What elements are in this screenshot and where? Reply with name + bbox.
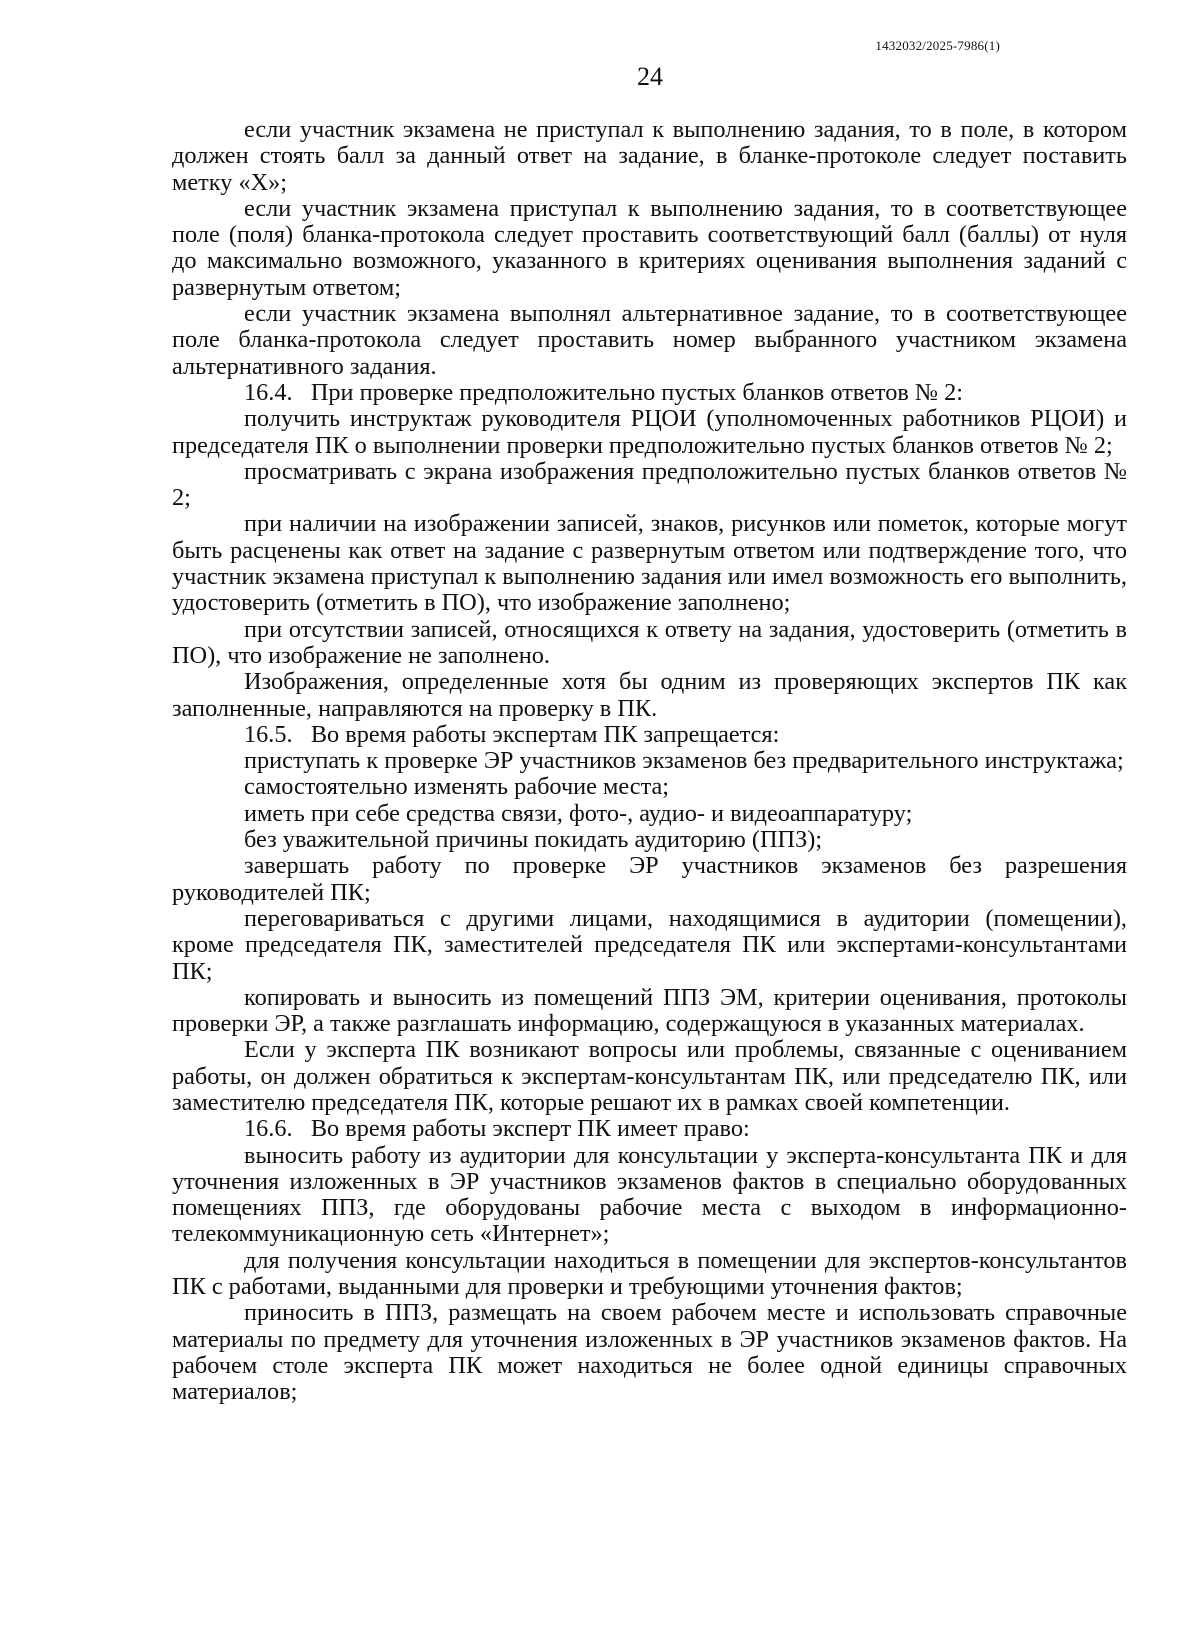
paragraph-mark-x: если участник экзамена не приступал к выполнению задания, то в поле, в котором должен стоять балл за данный ответ на задание, в бланке-протоколе следует поставить метку «X»;: [172, 116, 1127, 196]
paragraph-talking: переговариваться с другими лицами, находящимися в аудитории (помещении), кроме председателя ПК, заместителей председателя ПК или экспертами-консультантами ПК;: [172, 904, 1127, 985]
paragraph-workplaces: самостоятельно изменять рабочие места;: [244, 773, 670, 801]
paragraph-reference-materials: приносить в ППЗ, размещать на своем рабочем месте и использовать справочные материалы по предмету для уточнения изложенных в ЭР участников экзаменов фактов. На рабочем столе эксперта ПК может находиться не более одной единицы справочных материалов;: [172, 1299, 1127, 1406]
paragraph-set-score: если участник экзамена приступал к выполнению задания, то в соответствующее поле (поля) бланка-протокола следует проставить соответствующий балл (баллы) от нуля до максимально возможного, указанного в критериях оценивания выполнения заданий с развернутым ответом;: [172, 194, 1127, 301]
paragraph-briefing: получить инструктаж руководителя РЦОИ (уполномоченных работников РЦОИ) и председателя ПК о выполнении проверки предположительно пустых бланков ответов № 2;: [172, 405, 1127, 459]
paragraph-consultation: выносить работу из аудитории для консультации у эксперта-консультанта ПК и для уточнения изложенных в ЭР участников экзаменов фактов в специально оборудованных помещениях ППЗ, где оборудованы рабочие места с выходом в информационно-телекоммуникационную сеть «Интернет»;: [172, 1141, 1127, 1248]
paragraph-leave-room: без уважительной причины покидать аудиторию (ППЗ);: [244, 826, 823, 854]
paragraph-alternative-task: если участник экзамена выполнял альтернативное задание, то в соответствующее поле бланка-протокола следует проставить номер выбранного участником экзамена альтернативного задания.: [172, 300, 1127, 380]
page-number: 24: [637, 62, 663, 91]
section-heading-16-5: 16.5. Во время работы экспертам ПК запрещается:: [244, 720, 780, 748]
paragraph-copying: копировать и выносить из помещений ППЗ ЭМ, критерии оценивания, протоколы проверки ЭР, а также разглашать информацию, содержащуюся в указанных материалах.: [172, 983, 1127, 1038]
paragraph-view-images: просматривать с экрана изображения предположительно пустых бланков ответов № 2;: [172, 457, 1127, 512]
paragraph-finish-work: завершать работу по проверке ЭР участников экзаменов без разрешения руководителей ПК;: [172, 852, 1127, 906]
paragraph-image-empty: при отсутствии записей, относящихся к ответу на задания, удостоверить (отметить в ПО), что изображение не заполнено.: [172, 615, 1127, 669]
section-heading-16-6: 16.6. Во время работы эксперт ПК имеет право:: [244, 1115, 750, 1143]
paragraph-questions: Если у эксперта ПК возникают вопросы или проблемы, связанные с оцениванием работы, он должен обратиться к экспертам-консультантам ПК, или председателю ПК, или заместителю председателя ПК, которые решают их в рамках своей компетенции.: [172, 1036, 1127, 1116]
paragraph-devices: иметь при себе средства связи, фото-, аудио- и видеоаппаратуру;: [244, 799, 913, 827]
paragraph-consultants-room: для получения консультации находиться в помещении для экспертов-консультантов ПК с работами, выданными для проверки и требующими уточнения фактов;: [172, 1246, 1127, 1301]
paragraph-no-briefing: приступать к проверке ЭР участников экзаменов без предварительного инструктажа;: [244, 747, 1124, 775]
document-registration-number: 1432032/2025-7986(1): [875, 38, 1000, 53]
paragraph-images-sent: Изображения, определенные хотя бы одним из проверяющих экспертов ПК как заполненные, направляются на проверку в ПК.: [172, 668, 1127, 722]
section-heading-16-4: 16.4. При проверке предположительно пустых бланков ответов № 2:: [244, 378, 964, 406]
document-body: [172, 117, 1127, 1406]
paragraph-image-filled: при наличии на изображении записей, знаков, рисунков или пометок, которые могут быть расценены как ответ на задание с развернутым ответом или подтверждение того, что участник экзамена приступал к выполнению задания или имел возможность его выполнить, удостоверить (отметить в ПО), что изображение заполнено;: [172, 510, 1127, 617]
